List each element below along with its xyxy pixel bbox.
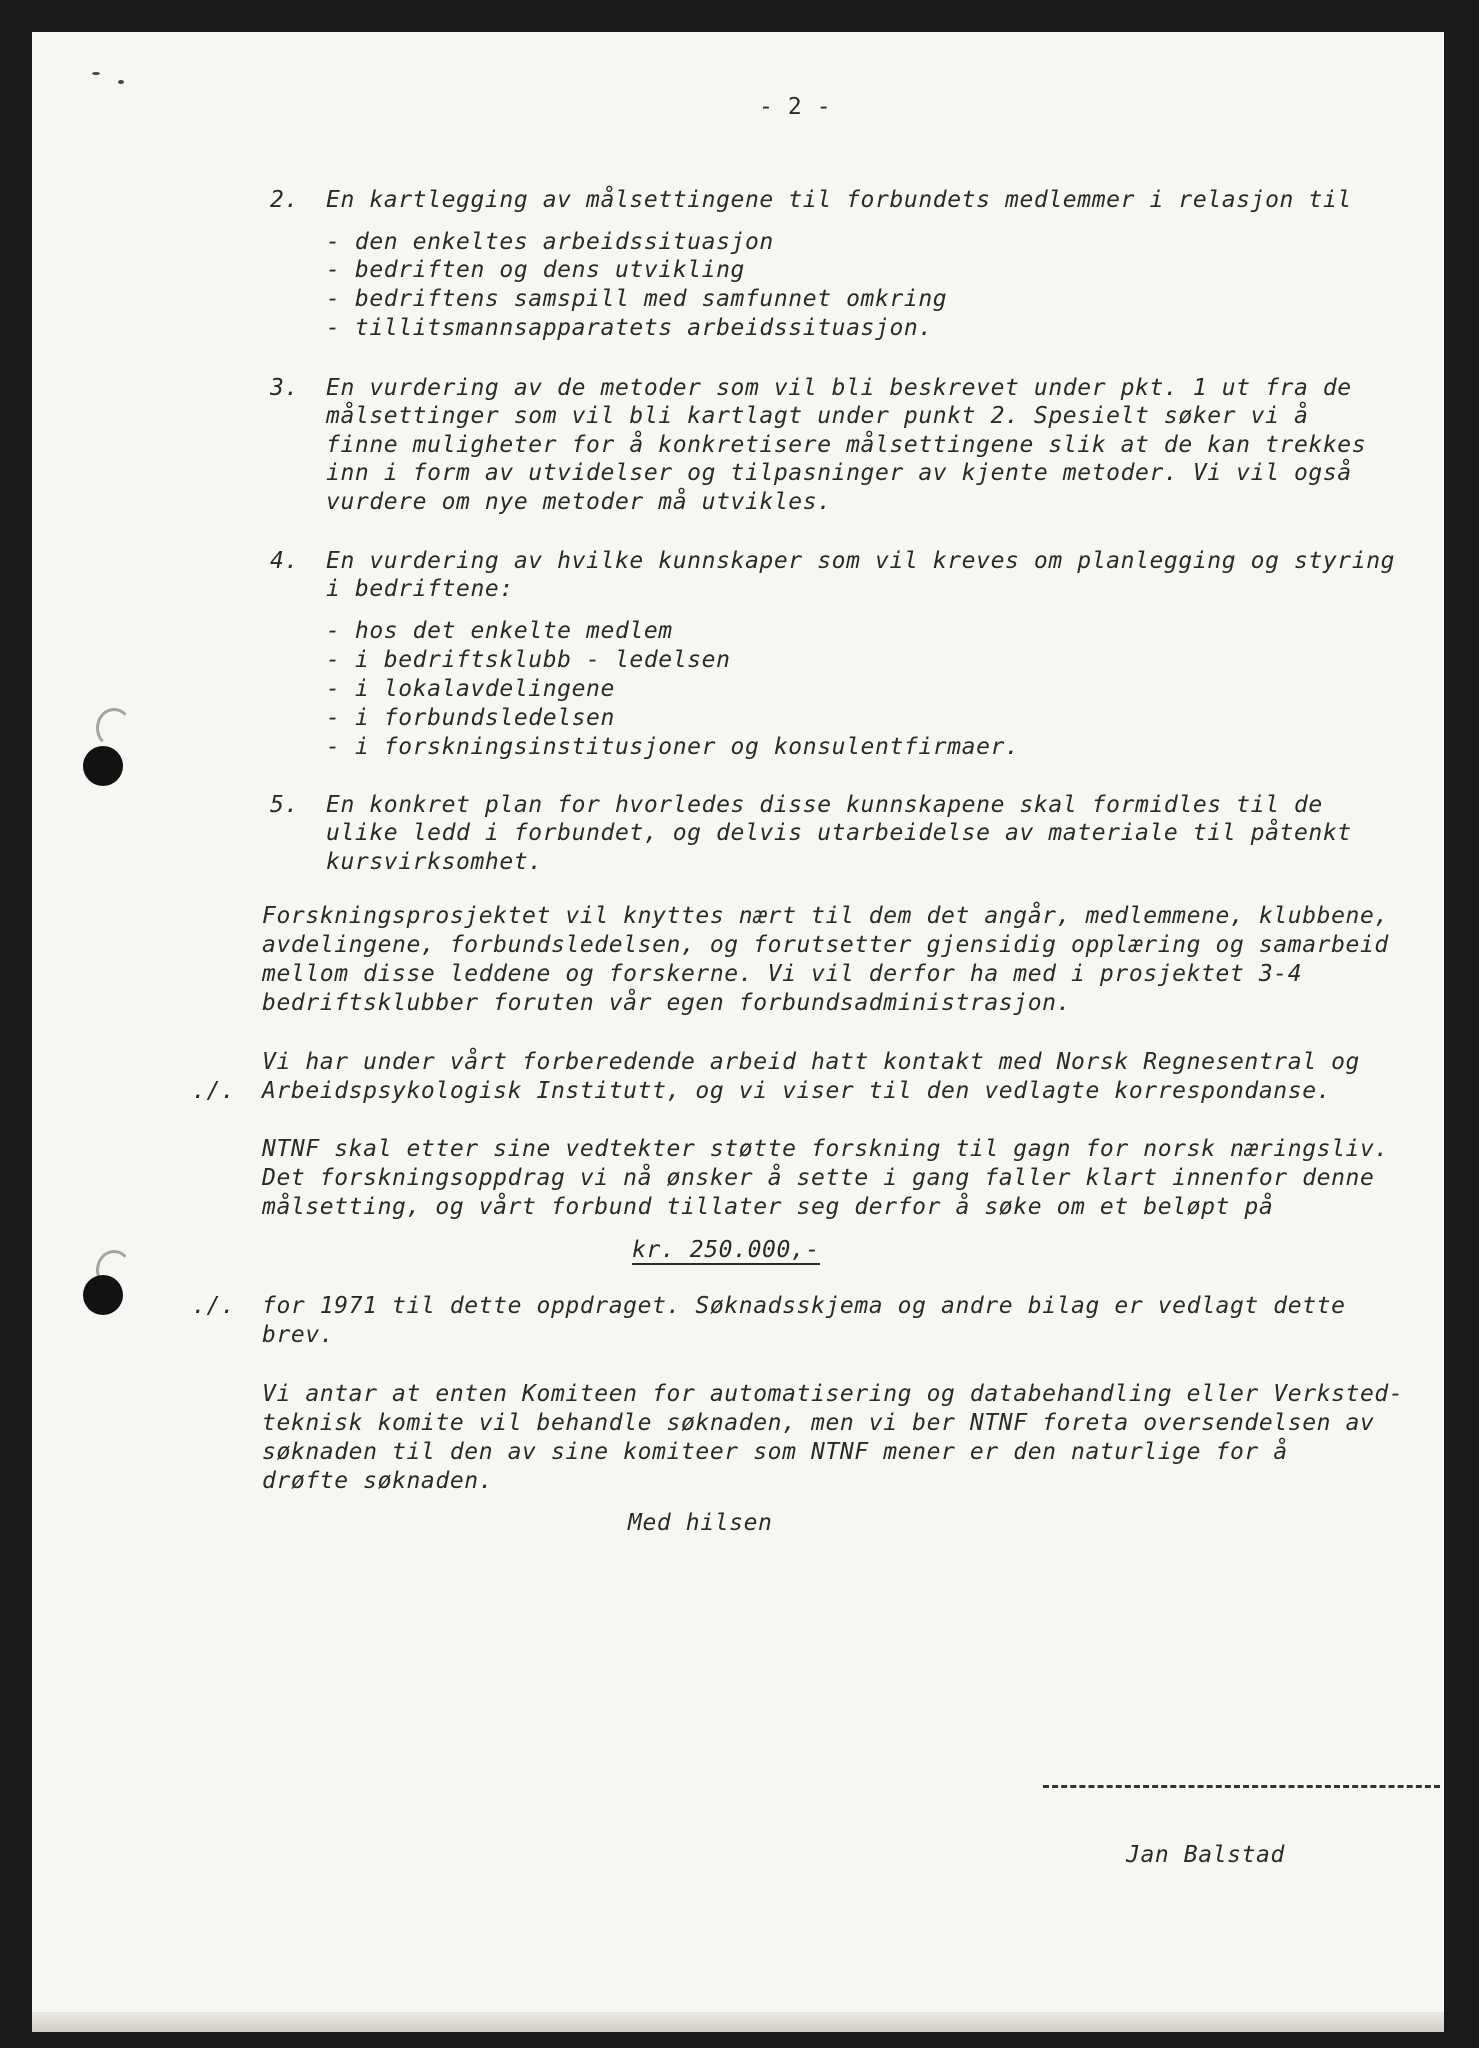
item-3-line: vurdere om nye metoder må utvikles. [326,489,832,515]
paragraph-line: bedriftsklubber foruten vår egen forbundsadministrasjon. [262,990,1072,1016]
page-edge [32,2012,1444,2032]
amount: kr. 250.000,- [632,1237,820,1263]
punch-hole [83,746,123,786]
paragraph-line: søknaden til den av sine komiteer som NTNF mener er den naturlige for å [262,1439,1288,1465]
paragraph-line: Vi har under vårt forberedende arbeid hatt kontakt med Norsk Regnesentral og [262,1049,1360,1075]
item-4-line: En vurdering av hvilke kunnskaper som vil kreves om planlegging og styring [326,548,1396,574]
paragraph-line: NTNF skal etter sine vedtekter støtte forskning til gagn for norsk næringsliv. [262,1136,1389,1162]
list-item: - i bedriftsklubb - ledelsen [326,647,731,673]
paragraph-line: Vi antar at enten Komiteen for automatisering og databehandling eller Verksted- [262,1381,1404,1407]
list-item: - tillitsmannsapparatets arbeidssituasjon. [326,315,933,341]
enclosure-marker: ./. [192,1293,236,1319]
item-5-number: 5. [270,792,299,818]
item-3-line: målsettinger som vil bli kartlagt under punkt 2. Spesielt søker vi å [326,403,1309,429]
enclosure-marker: ./. [192,1078,236,1104]
paragraph-line: avdelingene, forbundsledelsen, og forutsetter gjensidig opplæring og samarbeid [262,932,1389,958]
paragraph-line: drøfte søknaden. [262,1468,494,1494]
item-5-line: kursvirksomhet. [326,849,543,875]
item-4-line: i bedriftene: [326,576,514,602]
item-3-line: finne muligheter for å konkretisere målsettingene slik at de kan trekkes [326,432,1367,458]
closing: Med hilsen [628,1510,773,1536]
list-item: - bedriftens samspill med samfunnet omkring [326,286,948,312]
item-5-line: ulike ledd i forbundet, og delvis utarbeidelse av materiale til påtenkt [326,820,1352,846]
list-item: - i forskningsinstitusjoner og konsulentfirmaer. [326,734,1020,760]
paragraph-line: brev. [262,1322,335,1348]
paragraph-line: Det forskningsoppdrag vi nå ønsker å sette i gang faller klart innenfor denne [262,1165,1375,1191]
corner-mark [92,72,100,75]
list-item: - i lokalavdelingene [326,676,615,702]
binder-ring-mark [96,708,132,748]
list-item: - hos det enkelte medlem [326,618,673,644]
item-4-number: 4. [270,548,299,574]
paragraph-line: teknisk komite vil behandle søknaden, men vi ber NTNF foreta oversendelsen av [262,1410,1375,1436]
list-item: - i forbundsledelsen [326,705,615,731]
paragraph-line: målsetting, og vårt forbund tillater seg derfor å søke om et beløpt på [262,1194,1274,1220]
paragraph-line: Arbeidspsykologisk Institutt, og vi viser til den vedlagte korrespondanse. [262,1078,1332,1104]
item-3-line: En vurdering av de metoder som vil bli beskrevet under pkt. 1 ut fra de [326,375,1352,401]
punch-hole [83,1275,123,1315]
item-2-number: 2. [270,187,299,213]
signature-name: Jan Balstad [1126,1842,1285,1868]
list-item: - den enkeltes arbeidssituasjon [326,229,774,255]
paragraph-line: mellom disse leddene og forskerne. Vi vil derfor ha med i prosjektet 3-4 [262,961,1303,987]
paragraph-line: for 1971 til dette oppdraget. Søknadsskjema og andre bilag er vedlagt dette [262,1293,1346,1319]
signature-line [1043,1785,1440,1788]
paragraph-line: Forskningsprosjektet vil knyttes nært til dem det angår, medlemmene, klubbene, [262,903,1389,929]
list-item: - bedriften og dens utvikling [326,257,745,283]
corner-mark [118,80,124,84]
item-2-lead: En kartlegging av målsettingene til forbundets medlemmer i relasjon til [326,187,1352,213]
item-3-number: 3. [270,375,299,401]
item-3-line: inn i form av utvidelser og tilpasninger av kjente metoder. Vi vil også [326,460,1352,486]
item-5-line: En konkret plan for hvorledes disse kunnskapene skal formidles til de [326,792,1323,818]
page-number: - 2 - [759,94,832,120]
